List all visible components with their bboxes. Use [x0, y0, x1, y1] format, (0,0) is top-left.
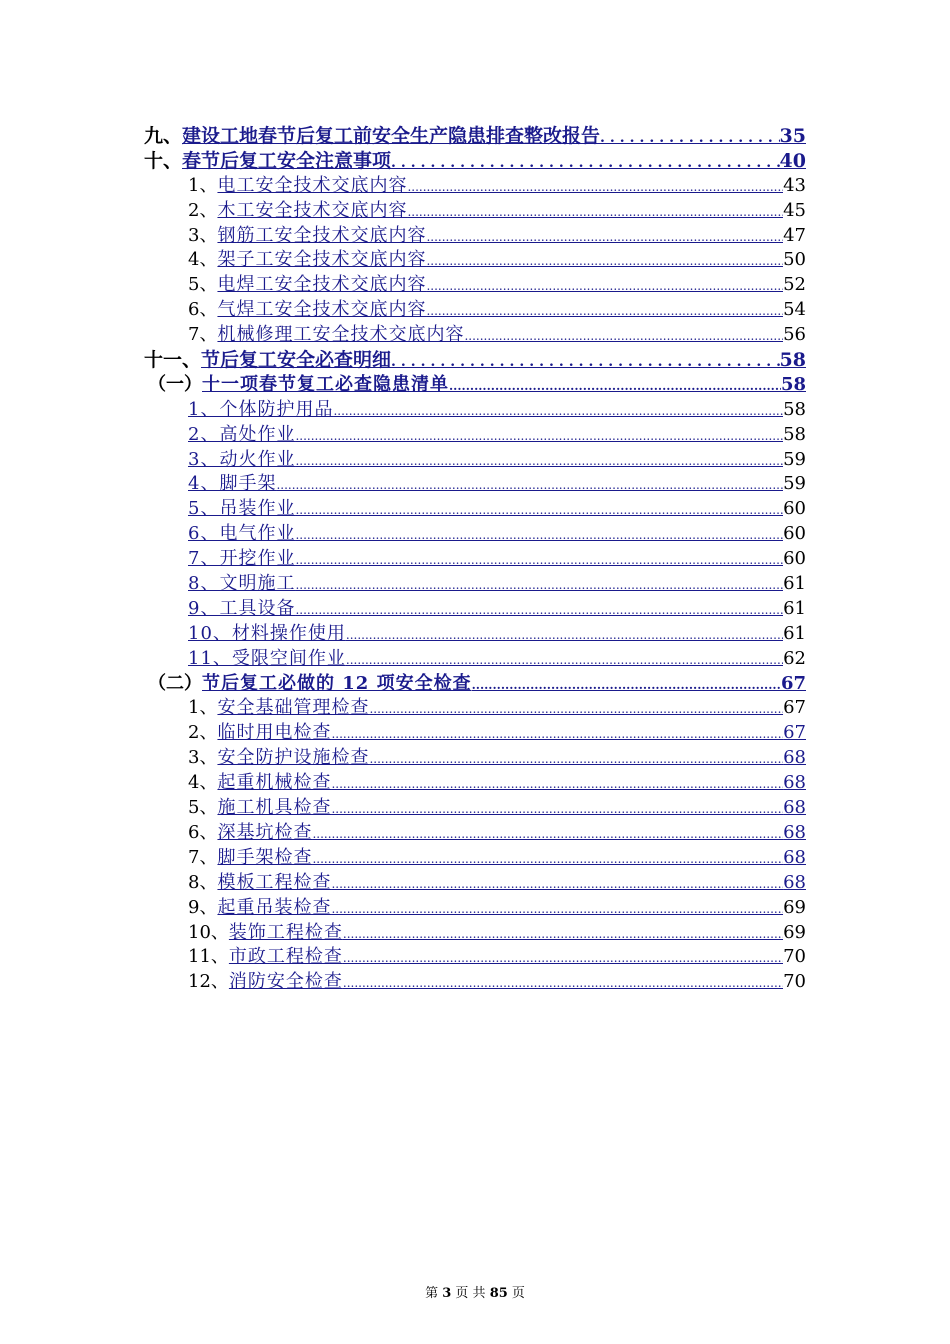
toc-entry-page-number: 52 [783, 274, 806, 296]
toc-leader-dots [276, 473, 783, 498]
toc-entry-number: 7、 [188, 846, 218, 868]
toc-entry-title: 节后复工安全必查明细 [201, 349, 392, 372]
toc-entry-page-number: 68 [783, 821, 806, 843]
toc-leader-dots [426, 274, 783, 299]
toc-entry-title: 消防安全检查 [228, 971, 343, 993]
toc-entry-page-number: 68 [783, 747, 806, 769]
toc-entry-link[interactable] [217, 846, 783, 872]
toc-leader-dots [600, 126, 780, 151]
toc-leader-dots [295, 573, 783, 598]
toc-entry-link[interactable] [217, 896, 783, 922]
toc-entry-page-number: 70 [783, 971, 806, 993]
toc-entry-title: 脚手架检查 [217, 846, 313, 868]
toc-entry-link[interactable] [188, 622, 783, 648]
toc-entry-title: 8、文明施工 [188, 573, 296, 595]
toc-entry-page-number: 67 [780, 672, 806, 694]
toc-leader-dots [312, 847, 783, 872]
toc-entry [140, 647, 806, 672]
toc-entry-number: 九、 [144, 125, 183, 147]
toc-entry-title: 临时用电检查 [217, 722, 332, 744]
toc-entry-link[interactable] [217, 273, 783, 299]
toc-entry-link[interactable] [188, 472, 783, 498]
toc-entry [140, 821, 806, 846]
toc-entry-link[interactable] [188, 448, 783, 474]
toc-leader-dots [331, 797, 783, 822]
toc-entry-link[interactable] [217, 771, 783, 797]
toc-entry-page-number: 69 [783, 896, 806, 918]
toc-entry-link[interactable] [217, 871, 783, 897]
toc-entry-title: 10、材料操作使用 [188, 622, 346, 644]
toc-entry-number: （一） [148, 373, 202, 395]
toc-entry [140, 796, 806, 821]
toc-entry-link[interactable] [182, 124, 780, 151]
toc-entry-link[interactable] [217, 821, 783, 847]
toc-entry-title: 3、动火作业 [188, 448, 296, 470]
toc-leader-dots [295, 498, 783, 523]
table-of-contents [140, 124, 806, 995]
toc-leader-dots [295, 449, 783, 474]
toc-entry-link[interactable] [188, 572, 783, 598]
toc-entry-page-number: 40 [779, 149, 806, 172]
toc-entry-page-number: 54 [783, 299, 806, 321]
toc-entry [140, 124, 806, 149]
toc-entry-page-number: 62 [783, 647, 806, 669]
toc-entry-title: 建设工地春节后复工前安全生产隐患排查整改报告 [182, 125, 601, 147]
toc-entry-number: 4、 [188, 249, 218, 271]
toc-entry-number: 3、 [188, 747, 218, 769]
toc-entry [140, 921, 806, 946]
footer-prefix: 第 [425, 1286, 439, 1301]
toc-entry [140, 522, 806, 547]
toc-entry-page-number: 61 [783, 622, 806, 644]
toc-entry-page-number: 58 [779, 349, 806, 372]
toc-entry-link[interactable] [182, 149, 780, 176]
toc-entry-link[interactable] [217, 696, 783, 722]
toc-entry [140, 174, 806, 199]
toc-entry-page-number: 60 [783, 523, 806, 545]
toc-entry-title: 春节后复工安全注意事项 [182, 149, 392, 172]
toc-entry-link[interactable] [217, 796, 783, 822]
toc-entry [140, 547, 806, 572]
toc-entry-page-number: 68 [783, 871, 806, 893]
toc-entry-title: 模板工程检查 [217, 871, 332, 893]
toc-leader-dots [391, 151, 780, 176]
toc-entry [140, 224, 806, 249]
toc-entry-link[interactable] [217, 199, 783, 225]
toc-entry-link[interactable] [217, 721, 783, 747]
toc-entry [140, 373, 806, 398]
toc-entry [140, 298, 806, 323]
toc-leader-dots [312, 822, 783, 847]
toc-leader-dots [472, 673, 781, 698]
toc-entry-page-number: 61 [783, 573, 806, 595]
toc-entry-link[interactable] [202, 672, 781, 698]
toc-entry-number: 1、 [188, 174, 218, 196]
toc-entry-title: 电工安全技术交底内容 [217, 174, 408, 196]
toc-entry-link[interactable] [217, 323, 783, 349]
toc-entry-title: 5、吊装作业 [188, 498, 296, 520]
toc-entry-number: 5、 [188, 797, 218, 819]
toc-leader-dots [369, 697, 783, 722]
toc-entry-title: 装饰工程检查 [228, 921, 343, 943]
toc-entry [140, 721, 806, 746]
toc-entry [140, 273, 806, 298]
toc-entry-number: 8、 [188, 871, 218, 893]
toc-entry-number: 6、 [188, 299, 218, 321]
toc-entry-number: （二） [148, 672, 202, 694]
toc-leader-dots [426, 299, 783, 324]
toc-entry-page-number: 60 [783, 498, 806, 520]
toc-entry-link[interactable] [188, 497, 783, 523]
toc-entry-title: 节后复工必做的 12 项安全检查 [202, 672, 472, 694]
toc-entry [140, 323, 806, 348]
toc-entry [140, 423, 806, 448]
toc-leader-dots [343, 971, 783, 996]
toc-entry-page-number: 43 [783, 174, 806, 196]
toc-entry-number: 10、 [188, 921, 229, 943]
toc-leader-dots [426, 225, 783, 250]
toc-entry-link[interactable] [188, 597, 783, 623]
toc-leader-dots [369, 747, 783, 772]
toc-entry-link[interactable] [188, 547, 783, 573]
toc-leader-dots [333, 399, 783, 424]
toc-entry-page-number: 69 [783, 921, 806, 943]
toc-entry [140, 696, 806, 721]
toc-entry-page-number: 70 [783, 946, 806, 968]
toc-leader-dots [331, 872, 783, 897]
footer-middle: 页 共 [455, 1286, 486, 1301]
toc-entry-link[interactable] [229, 945, 783, 971]
toc-leader-dots [426, 249, 783, 274]
toc-entry [140, 871, 806, 896]
toc-entry-title: 安全基础管理检查 [217, 697, 370, 719]
toc-entry-page-number: 68 [783, 846, 806, 868]
toc-entry-title: 机械修理工安全技术交底内容 [217, 324, 465, 346]
toc-entry-number: 9、 [188, 896, 218, 918]
footer-total-pages: 85 [489, 1286, 508, 1301]
toc-entry-link[interactable] [217, 298, 783, 324]
toc-entry-title: 市政工程检查 [228, 946, 343, 968]
toc-leader-dots [331, 897, 783, 922]
toc-entry [140, 597, 806, 622]
toc-entry-title: 7、开挖作业 [188, 548, 296, 570]
toc-entry-page-number: 61 [783, 597, 806, 619]
toc-entry-link[interactable] [201, 348, 780, 375]
toc-entry [140, 970, 806, 995]
toc-leader-dots [343, 922, 783, 947]
toc-entry [140, 398, 806, 423]
toc-entry-link[interactable] [188, 647, 783, 673]
toc-entry-title: 4、脚手架 [188, 473, 277, 495]
toc-entry-title: 9、工具设备 [188, 597, 296, 619]
toc-entry-title: 2、高处作业 [188, 423, 296, 445]
toc-leader-dots [331, 722, 783, 747]
toc-leader-dots [346, 648, 783, 673]
toc-entry-title: 1、个体防护用品 [188, 398, 334, 420]
toc-entry [140, 572, 806, 597]
toc-leader-dots [295, 424, 783, 449]
toc-entry-title: 木工安全技术交底内容 [217, 199, 408, 221]
toc-leader-dots [449, 374, 781, 399]
toc-entry-number: 十、 [144, 149, 183, 172]
footer-current-page: 3 [442, 1286, 452, 1301]
toc-entry [140, 771, 806, 796]
toc-entry-number: 7、 [188, 324, 218, 346]
toc-entry-link[interactable] [188, 522, 783, 548]
toc-entry-title: 十一项春节复工必查隐患清单 [202, 373, 449, 395]
page-footer [0, 1282, 950, 1301]
toc-entry [140, 348, 806, 373]
toc-entry [140, 945, 806, 970]
toc-entry-title: 架子工安全技术交底内容 [217, 249, 427, 271]
toc-leader-dots [464, 324, 783, 349]
toc-leader-dots [343, 946, 783, 971]
toc-entry-title: 6、电气作业 [188, 523, 296, 545]
toc-entry [140, 672, 806, 697]
toc-entry-title: 安全防护设施检查 [217, 747, 370, 769]
toc-entry-number: 2、 [188, 199, 218, 221]
toc-leader-dots [295, 523, 783, 548]
toc-leader-dots [331, 772, 783, 797]
toc-entry-number: 12、 [188, 971, 229, 993]
toc-entry-link[interactable] [188, 398, 783, 424]
toc-entry-link[interactable] [229, 921, 783, 947]
toc-entry-link[interactable] [217, 224, 783, 250]
toc-entry-page-number: 56 [783, 324, 806, 346]
toc-entry-title: 施工机具检查 [217, 797, 332, 819]
toc-entry-title: 气焊工安全技术交底内容 [217, 299, 427, 321]
toc-entry-number: 11、 [188, 946, 229, 968]
toc-entry [140, 746, 806, 771]
toc-entry-page-number: 59 [783, 448, 806, 470]
toc-entry-number: 4、 [188, 772, 218, 794]
toc-entry-page-number: 60 [783, 548, 806, 570]
toc-entry-link[interactable] [217, 746, 783, 772]
toc-entry-number: 1、 [188, 697, 218, 719]
toc-entry-link[interactable] [217, 174, 783, 200]
toc-leader-dots [407, 200, 783, 225]
toc-entry-number: 2、 [188, 722, 218, 744]
toc-entry-number: 十一、 [144, 349, 202, 372]
toc-entry-title: 深基坑检查 [217, 821, 313, 843]
toc-entry-page-number: 67 [783, 722, 806, 744]
toc-entry-title: 11、受限空间作业 [188, 647, 346, 669]
toc-entry-number: 5、 [188, 274, 218, 296]
toc-leader-dots [346, 623, 783, 648]
toc-entry [140, 448, 806, 473]
toc-leader-dots [295, 598, 783, 623]
toc-entry-link[interactable] [202, 373, 781, 399]
footer-suffix: 页 [511, 1286, 525, 1301]
toc-entry-page-number: 50 [783, 249, 806, 271]
toc-entry-number: 6、 [188, 821, 218, 843]
toc-entry-title: 电焊工安全技术交底内容 [217, 274, 427, 296]
toc-entry [140, 497, 806, 522]
toc-entry [140, 248, 806, 273]
toc-entry-title: 起重机械检查 [217, 772, 332, 794]
toc-entry [140, 896, 806, 921]
toc-entry [140, 472, 806, 497]
toc-entry [140, 149, 806, 174]
toc-entry-title: 起重吊装检查 [217, 896, 332, 918]
toc-entry-page-number: 68 [783, 797, 806, 819]
toc-entry [140, 622, 806, 647]
toc-entry-link[interactable] [188, 423, 783, 449]
toc-entry-page-number: 45 [783, 199, 806, 221]
toc-entry-page-number: 58 [780, 373, 806, 395]
toc-entry-page-number: 58 [783, 423, 806, 445]
toc-leader-dots [407, 175, 783, 200]
toc-leader-dots [295, 548, 783, 573]
toc-entry-page-number: 59 [783, 473, 806, 495]
toc-entry [140, 199, 806, 224]
toc-entry-page-number: 58 [783, 398, 806, 420]
toc-entry-page-number: 67 [783, 697, 806, 719]
toc-entry-page-number: 35 [779, 125, 806, 147]
toc-entry-link[interactable] [229, 970, 783, 996]
toc-leader-dots [391, 350, 780, 375]
toc-entry-link[interactable] [217, 248, 783, 274]
toc-entry-page-number: 68 [783, 772, 806, 794]
toc-entry-number: 3、 [188, 224, 218, 246]
toc-entry-page-number: 47 [783, 224, 806, 246]
toc-entry [140, 846, 806, 871]
toc-entry-title: 钢筋工安全技术交底内容 [217, 224, 427, 246]
